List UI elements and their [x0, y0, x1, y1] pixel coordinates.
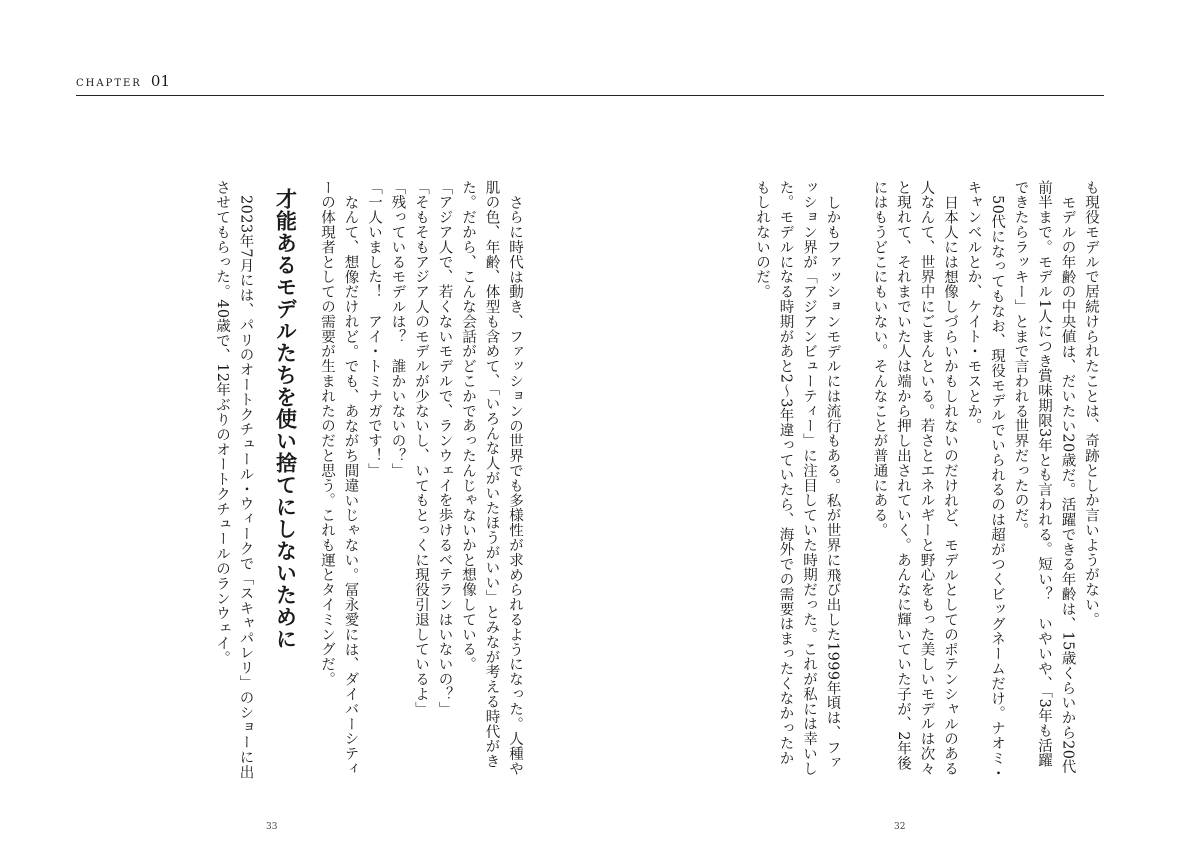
dialogue-line: 「一人いました！ アイ・トミナガです！」 [366, 180, 382, 478]
paragraph: なんて、想像だけれど。でも、あながち間違いじゃない。冨永愛には、ダイバーシティーの体現者としての需要が生まれたのだと思う。これも運とタイミングだ。 [319, 180, 359, 776]
paragraph: しかもファッションモデルには流行もある。私が世界に飛び出した1999年頃は、ファッション界が「アジアンビューティー」に注目していた時期だった。これが私には幸いした。モデルになる時期があと2〜3年違っていたら、海外での需要はまったくなかったかもしれないのだ。 [754, 180, 841, 776]
paragraph: 2023年7月には、パリのオートクチュール・ウィークで「スキャパレリ」のショーに出させてもらった。40歳で、12年ぶりのオートクチュールのランウェイ。 [214, 180, 254, 780]
page-number-left: 33 [266, 822, 278, 832]
paragraph: 日本人には想像しづらいかもしれないのだけれど、モデルとしてのポテンシャルのある人なんて、世界中にごまんといる。若さとエネルギーと野心をもった美しいモデルは次々と現れて、それまでいた人は端から押し出されていく。あんなに輝いていた子が、2年後にはもうどこにもいない。そんなことが普通にある。 [871, 180, 958, 776]
paragraph: モデルの年齢の中央値は、だいたい20歳だ。活躍できる年齢は、15歳くらいから20代前半まで。モデル1人につき賞味期限3年とも言われる。短い？ いやいや、「3年も活躍できたらラッキー」とまで言われる世界だったのだ。 [1012, 180, 1076, 774]
header-rule [76, 95, 1104, 96]
section-heading: 才能あるモデルたちを使い捨てにしないために [273, 188, 299, 650]
paragraph: も現役モデルで居続けられたことは、奇跡としか言いようがない。 [1083, 180, 1099, 627]
chapter-label: CHAPTER [76, 78, 142, 89]
paragraph: 50代になってもなお、現役モデルでいられるのは超がつくビッグネームだけ。ナオミ・キャンベルとか、ケイト・モスとか。 [965, 180, 1005, 780]
paragraph-spacer [844, 180, 868, 780]
chapter-header [76, 71, 170, 90]
right-page-body [642, 180, 1102, 780]
paragraph: さらに時代は動き、ファッションの世界でも多様性が求められるようになった。人種や肌の色、年齢、体型も含めて、「いろんな人がいたほうがいい」とみなが考える時代がきた。だから、こんな会話がどこかであったんじゃないかと想像している。 [460, 180, 523, 776]
chapter-number: 01 [150, 72, 171, 90]
dialogue-line: 「そもそもアジア人のモデルが少ないし、いてもとっくに現役引退しているよ」 [413, 180, 429, 717]
page-number-right: 32 [894, 822, 906, 832]
dialogue-line: 「アジア人で、若くないモデルで、ランウェイを歩けるベテランはいないの？」 [436, 180, 453, 717]
left-page-body [66, 180, 526, 780]
dialogue-line: 「残っているモデルは？ 誰かいないの？」 [389, 180, 406, 478]
